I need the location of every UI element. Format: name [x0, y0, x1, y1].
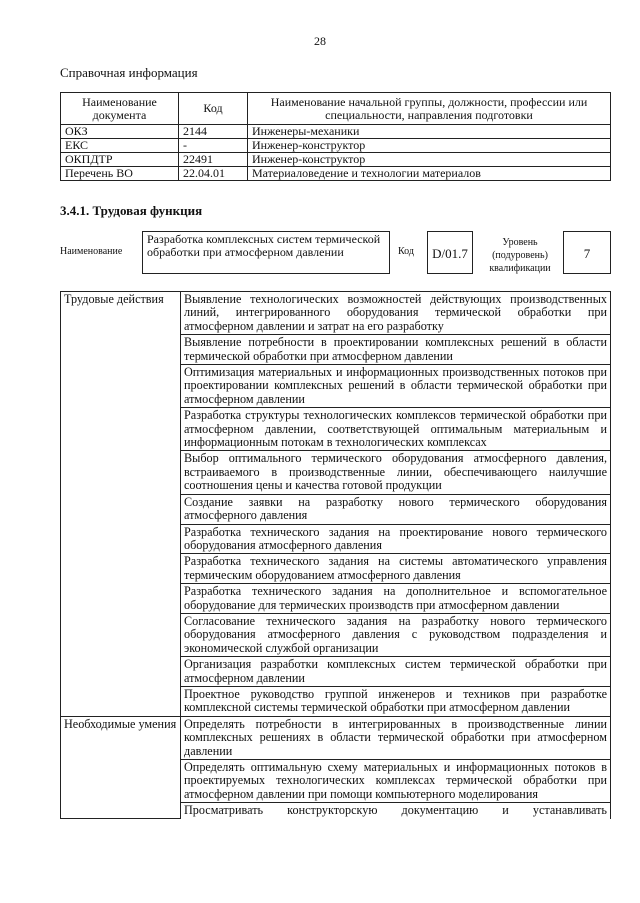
- action-item: Оптимизация материальных и информационных производственных потоков при проектировании комплексных решений в области термической обработки при атмосферном давлении: [181, 365, 611, 408]
- function-title: 3.4.1. Трудовая функция: [60, 203, 203, 218]
- skill-item: Определять оптимальную схему материальных и информационных потоков в проектируемых технологических комплексах термической обработки при атмосферном давлении при помощи компьютерного моделирования: [181, 760, 611, 803]
- page-number: 28: [314, 34, 326, 48]
- table-row: [61, 292, 611, 335]
- action-item: Выбор оптимального термического оборудования атмосферного давления, встраиваемого в производственные линии, обеспечивающего наилучшие соотношения цены и качества готовой продукции: [181, 451, 611, 494]
- actions-label: Трудовые действия: [61, 292, 181, 717]
- cell-name: Инженер-конструктор: [248, 139, 611, 153]
- code-label: Код: [398, 246, 414, 257]
- action-item: Разработка технического задания на системы автоматического управления термическим оборудованием атмосферного давления: [181, 554, 611, 584]
- cell-name: Инженер-конструктор: [248, 153, 611, 167]
- cell-doc: ЕКС: [61, 139, 179, 153]
- action-item: Согласование технического задания на разработку нового термического оборудования атмосферного давления с руководством подразделения и экономической службой организации: [181, 613, 611, 656]
- action-item: Выявление потребности в проектировании комплексных решений в области термической обработки при атмосферном давлении: [181, 335, 611, 365]
- cell-doc: Перечень ВО: [61, 167, 179, 181]
- table-row: [61, 153, 611, 167]
- reference-table: [60, 92, 611, 181]
- code-box: D/01.7: [427, 231, 473, 274]
- table-row: [61, 139, 611, 153]
- action-item: Организация разработки комплексных систем термической обработки при атмосферном давлении: [181, 657, 611, 687]
- action-item: Выявление технологических возможностей действующих производственных линий, интегрированного оборудования термической обработки при атмосферном давлении и затрат на его разработку: [181, 292, 611, 335]
- action-item: Создание заявки на разработку нового термического оборудования атмосферного давления: [181, 494, 611, 524]
- action-item: Проектное руководство группой инженеров и техников при разработке комплексной системы термической обработки при атмосферном давлении: [181, 686, 611, 716]
- table-row: [61, 167, 611, 181]
- cell-code: 2144: [179, 125, 248, 139]
- labor-function-table: [60, 291, 611, 819]
- table-row: [61, 716, 611, 759]
- skill-item: Просматривать конструкторскую документацию и устанавливать: [181, 803, 611, 819]
- cell-doc: ОКЗ: [61, 125, 179, 139]
- skill-item: Определять потребности в интегрированных в производственные линии комплексных решениях в области термической обработки при атмосферном давлении: [181, 716, 611, 759]
- header-group: Наименование начальной группы, должности, профессии или специальности, направления подготовки: [248, 93, 611, 125]
- level-box: 7: [563, 231, 611, 274]
- header-code: Код: [179, 93, 248, 125]
- cell-code: 22.04.01: [179, 167, 248, 181]
- reference-title: Справочная информация: [60, 65, 198, 80]
- action-item: Разработка технического задания на проектирование нового термического оборудования атмосферного давления: [181, 524, 611, 554]
- reference-header-row: [61, 93, 611, 125]
- cell-code: -: [179, 139, 248, 153]
- name-label: Наименование: [60, 246, 123, 257]
- level-label: Уровень (подуровень) квалификации: [489, 237, 551, 274]
- action-item: Разработка технического задания на дополнительное и вспомогательное оборудование для термических производств при атмосферном давлении: [181, 584, 611, 614]
- function-name-box: Разработка комплексных систем термической обработки при атмосферном давлении: [142, 231, 390, 274]
- cell-code: 22491: [179, 153, 248, 167]
- header-document: Наименование документа: [61, 93, 179, 125]
- action-item: Разработка структуры технологических комплексов термической обработки при атмосферном давлении, соответствующей оптимальным материальным и информационным потокам в технологических комплексах: [181, 408, 611, 451]
- table-row: [61, 125, 611, 139]
- cell-doc: ОКПДТР: [61, 153, 179, 167]
- cell-name: Инженеры-механики: [248, 125, 611, 139]
- skills-label: Необходимые умения: [61, 716, 181, 818]
- cell-name: Материаловедение и технологии материалов: [248, 167, 611, 181]
